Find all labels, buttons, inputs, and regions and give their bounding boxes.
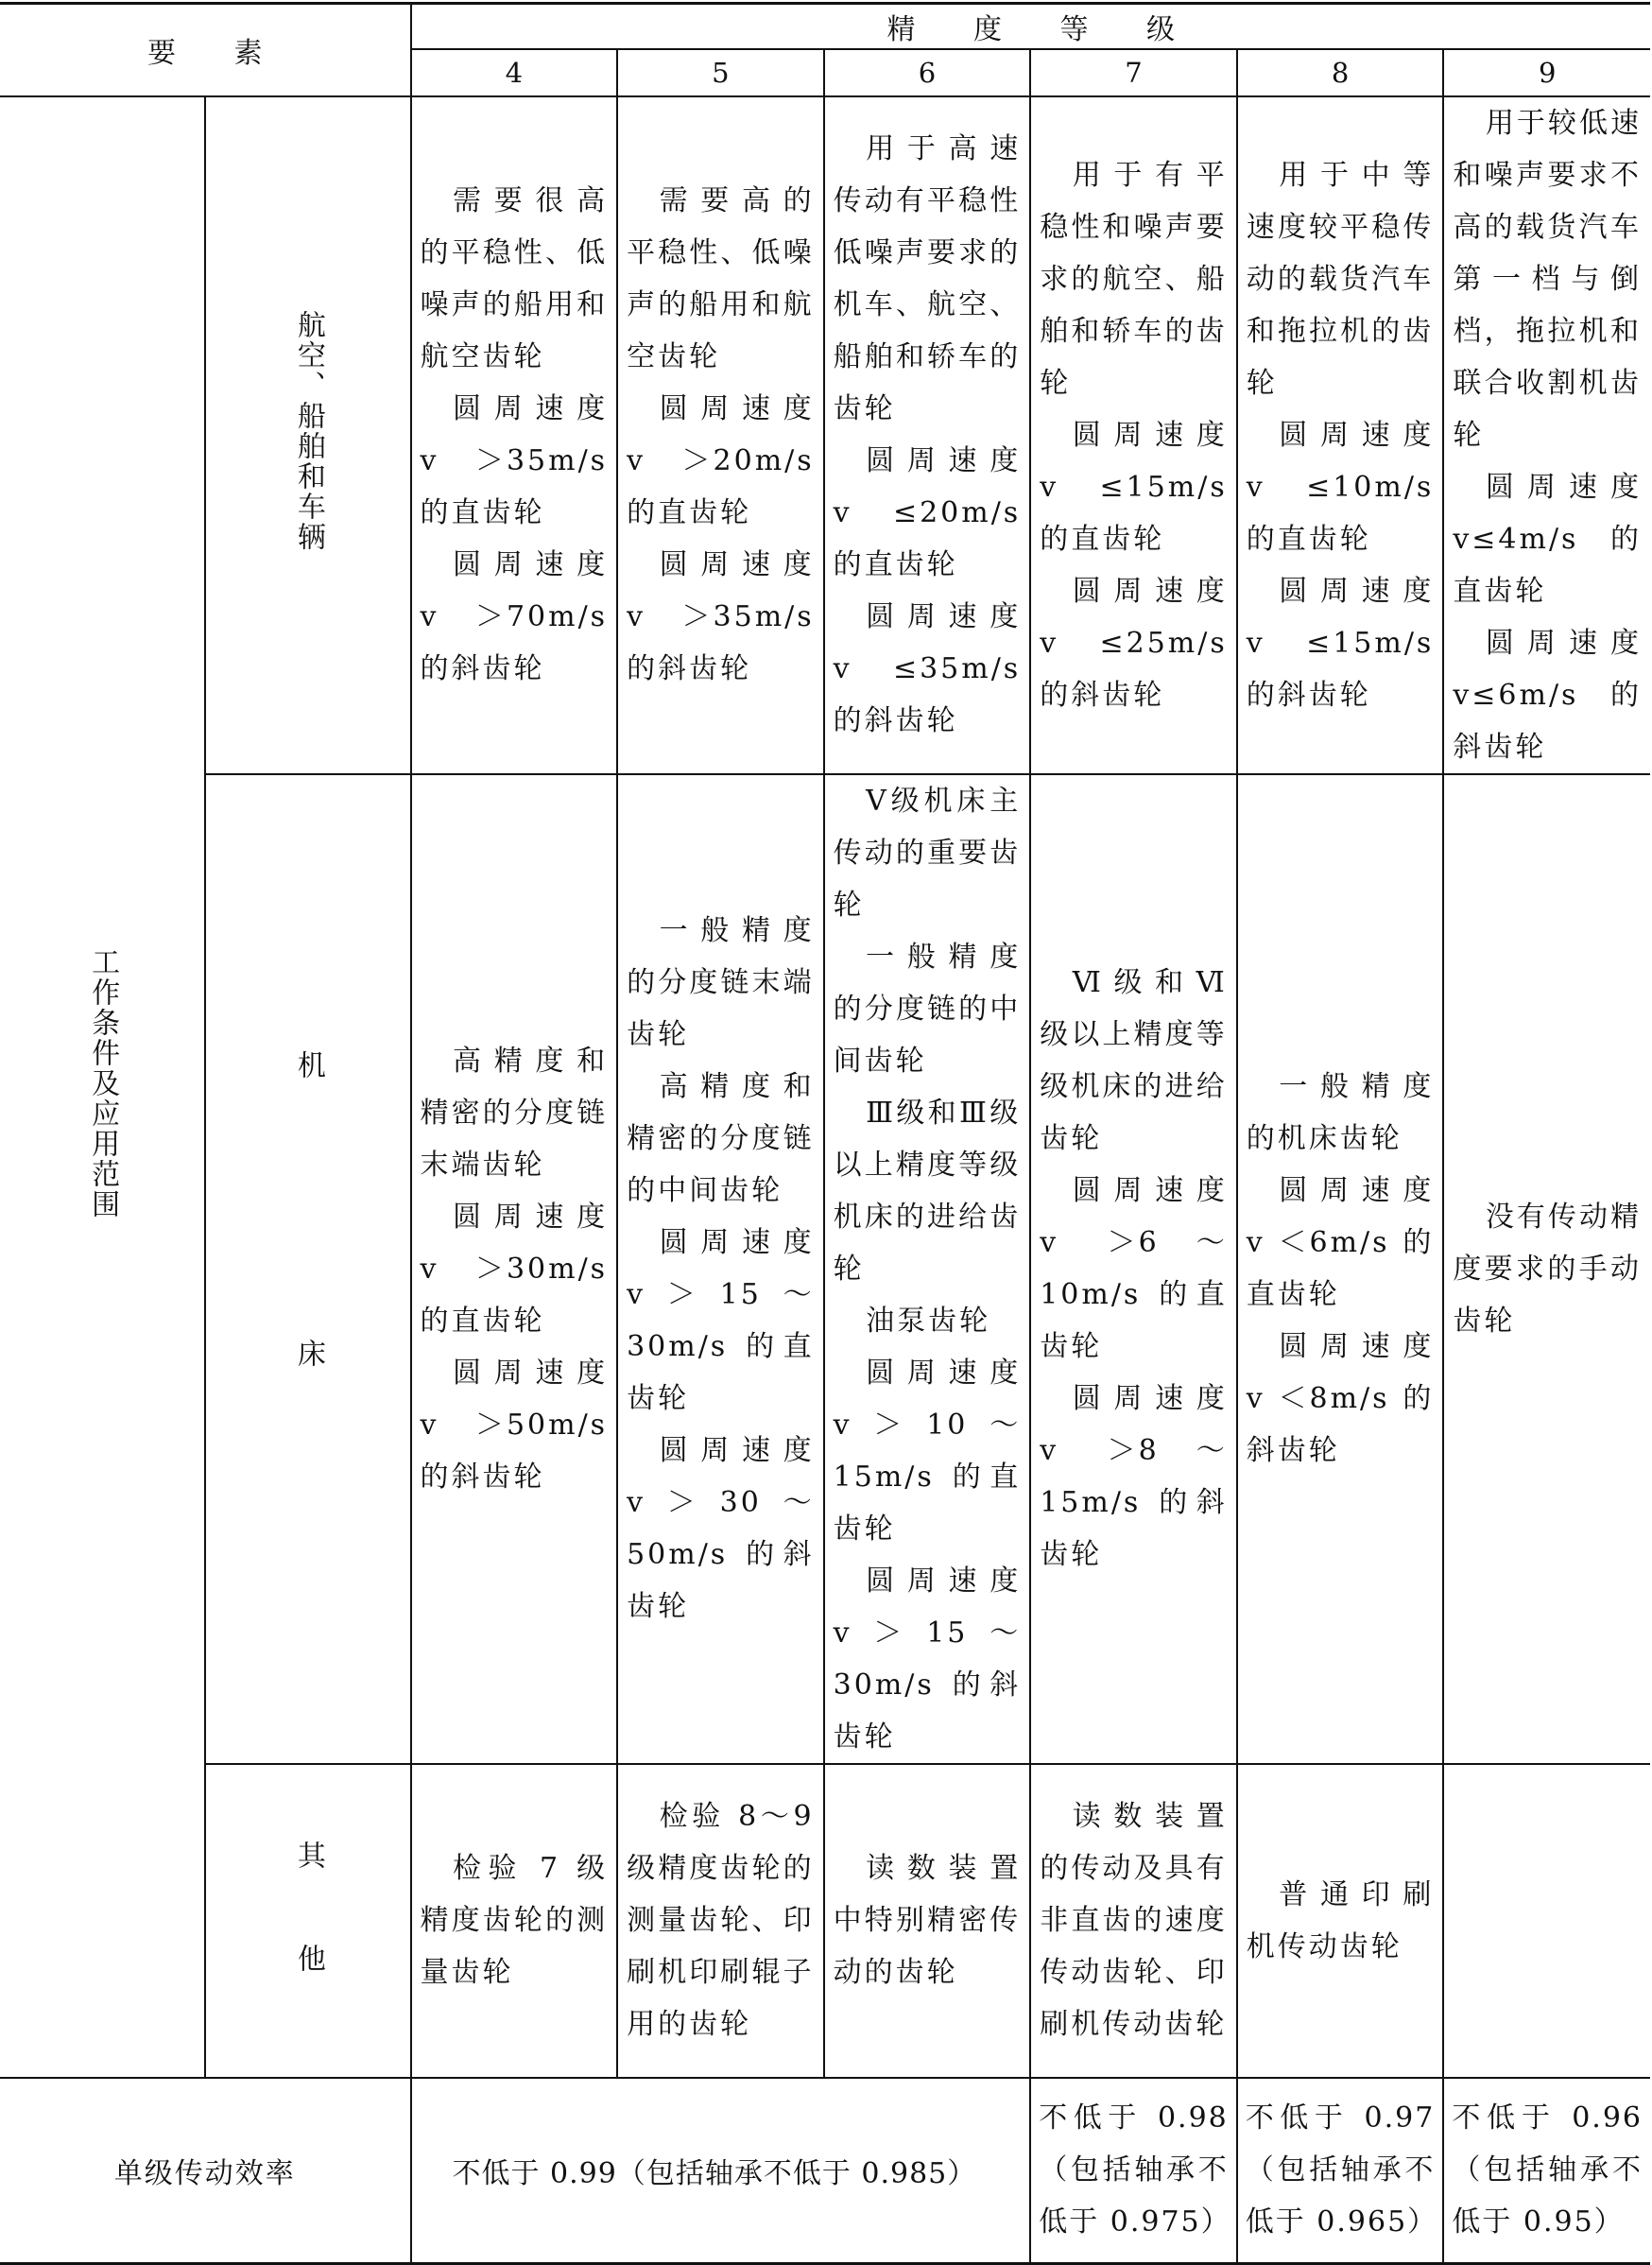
category-aviation-ships-vehicles: 航空、船舶和车辆 [205,96,410,774]
grade-7-header: 7 [1030,49,1237,96]
grade-9-header: 9 [1443,49,1650,96]
efficiency-label: 单级传动效率 [0,2078,411,2264]
cell-aviation-grade-6: 用于高速传动有平稳性低噪声要求的机车、航空、船舶和轿车的齿轮 圆周速度 v ≤20m/s 的直齿轮 圆周速度 v ≤35m/s 的斜齿轮 [824,96,1031,774]
cell-other-grade-4: 检验 7 级精度齿轮的测量齿轮 [411,1764,618,2078]
cell-aviation-grade-9: 用于较低速和噪声要求不高的载货汽车第一档与倒档，拖拉机和联合收割机齿轮 圆周速度 v≤4m/s 的直齿轮 圆周速度 v≤6m/s 的斜齿轮 [1443,96,1650,774]
cell-other-grade-9 [1443,1764,1650,2078]
category-machine-tools: 机 床 [205,774,410,1764]
efficiency-grades-4-6: 不低于 0.99（包括轴承不低于 0.985） [411,2078,1031,2264]
cell-aviation-grade-4: 需要很高的平稳性、低噪声的船用和航空齿轮 圆周速度 v ＞35m/s 的直齿轮 圆周速度 v ＞70m/s 的斜齿轮 [411,96,618,774]
efficiency-grade-8: 不低于 0.97（包括轴承不低于 0.965） [1237,2078,1444,2264]
cell-other-grade-6: 读数装置中特别精密传动的齿轮 [824,1764,1031,2078]
working-conditions-label: 工作条件及应用范围 [0,96,205,2078]
cell-machine-grade-8: 一般精度的机床齿轮 圆周速度 v ＜6m/s 的直齿轮 圆周速度 v ＜8m/s 的斜齿轮 [1237,774,1444,1764]
grade-6-header: 6 [824,49,1031,96]
cell-other-grade-8: 普通印刷机传动齿轮 [1237,1764,1444,2078]
cell-machine-grade-5: 一般精度的分度链末端齿轮 高精度和精密的分度链的中间齿轮 圆周速度 v ＞ 15 ～30m/s 的直齿轮 圆周速度 v ＞ 30 ～50m/s 的斜齿轮 [617,774,824,1764]
grade-8-header: 8 [1237,49,1444,96]
precision-grade-table [0,2,1650,2265]
cell-machine-grade-4: 高精度和精密的分度链末端齿轮 圆周速度 v ＞30m/s 的直齿轮 圆周速度 v ＞50m/s 的斜齿轮 [411,774,618,1764]
cell-other-grade-5: 检验 8～9 级精度齿轮的测量齿轮、印刷机印刷辊子用的齿轮 [617,1764,824,2078]
grade-5-header: 5 [617,49,824,96]
grade-4-header: 4 [411,49,618,96]
cell-other-grade-7: 读数装置的传动及具有非直齿的速度传动齿轮、印刷机传动齿轮 [1030,1764,1237,2078]
cell-aviation-grade-7: 用于有平稳性和噪声要求的航空、船舶和轿车的齿轮 圆周速度 v ≤15m/s 的直齿轮 圆周速度 v ≤25m/s 的斜齿轮 [1030,96,1237,774]
precision-grade-header: 精 度 等 级 [411,4,1650,49]
table-row [0,2078,1650,2264]
table-row [0,774,1650,1764]
cell-aviation-grade-8: 用于中等速度较平稳传动的载货汽车和拖拉机的齿轮 圆周速度 v ≤10m/s 的直齿轮 圆周速度 v ≤15m/s 的斜齿轮 [1237,96,1444,774]
cell-machine-grade-6: Ⅴ级机床主传动的重要齿轮 一般精度的分度链的中间齿轮 Ⅲ级和Ⅲ级以上精度等级机床的进给齿轮 油泵齿轮 圆周速度 v ＞ 10 ～15m/s 的直齿轮 圆周速度 v ＞ 15 ～30m/s 的斜齿轮 [824,774,1031,1764]
cell-machine-grade-7: Ⅵ级和Ⅵ级以上精度等级机床的进给齿轮 圆周速度 v ＞6～10m/s 的直齿轮 圆周速度 v ＞8～15m/s 的斜齿轮 [1030,774,1237,1764]
table-row [0,1764,1650,2078]
efficiency-grade-7: 不低于 0.98（包括轴承不低于 0.975） [1030,2078,1237,2264]
cell-aviation-grade-5: 需要高的平稳性、低噪声的船用和航空齿轮 圆周速度 v ＞20m/s 的直齿轮 圆周速度 v ＞35m/s 的斜齿轮 [617,96,824,774]
table-row [0,96,1650,774]
efficiency-grade-9: 不低于 0.96（包括轴承不低于 0.95） [1443,2078,1650,2264]
category-other: 其 他 [205,1764,410,2078]
cell-machine-grade-9: 没有传动精度要求的手动齿轮 [1443,774,1650,1764]
element-header: 要 素 [0,4,411,96]
